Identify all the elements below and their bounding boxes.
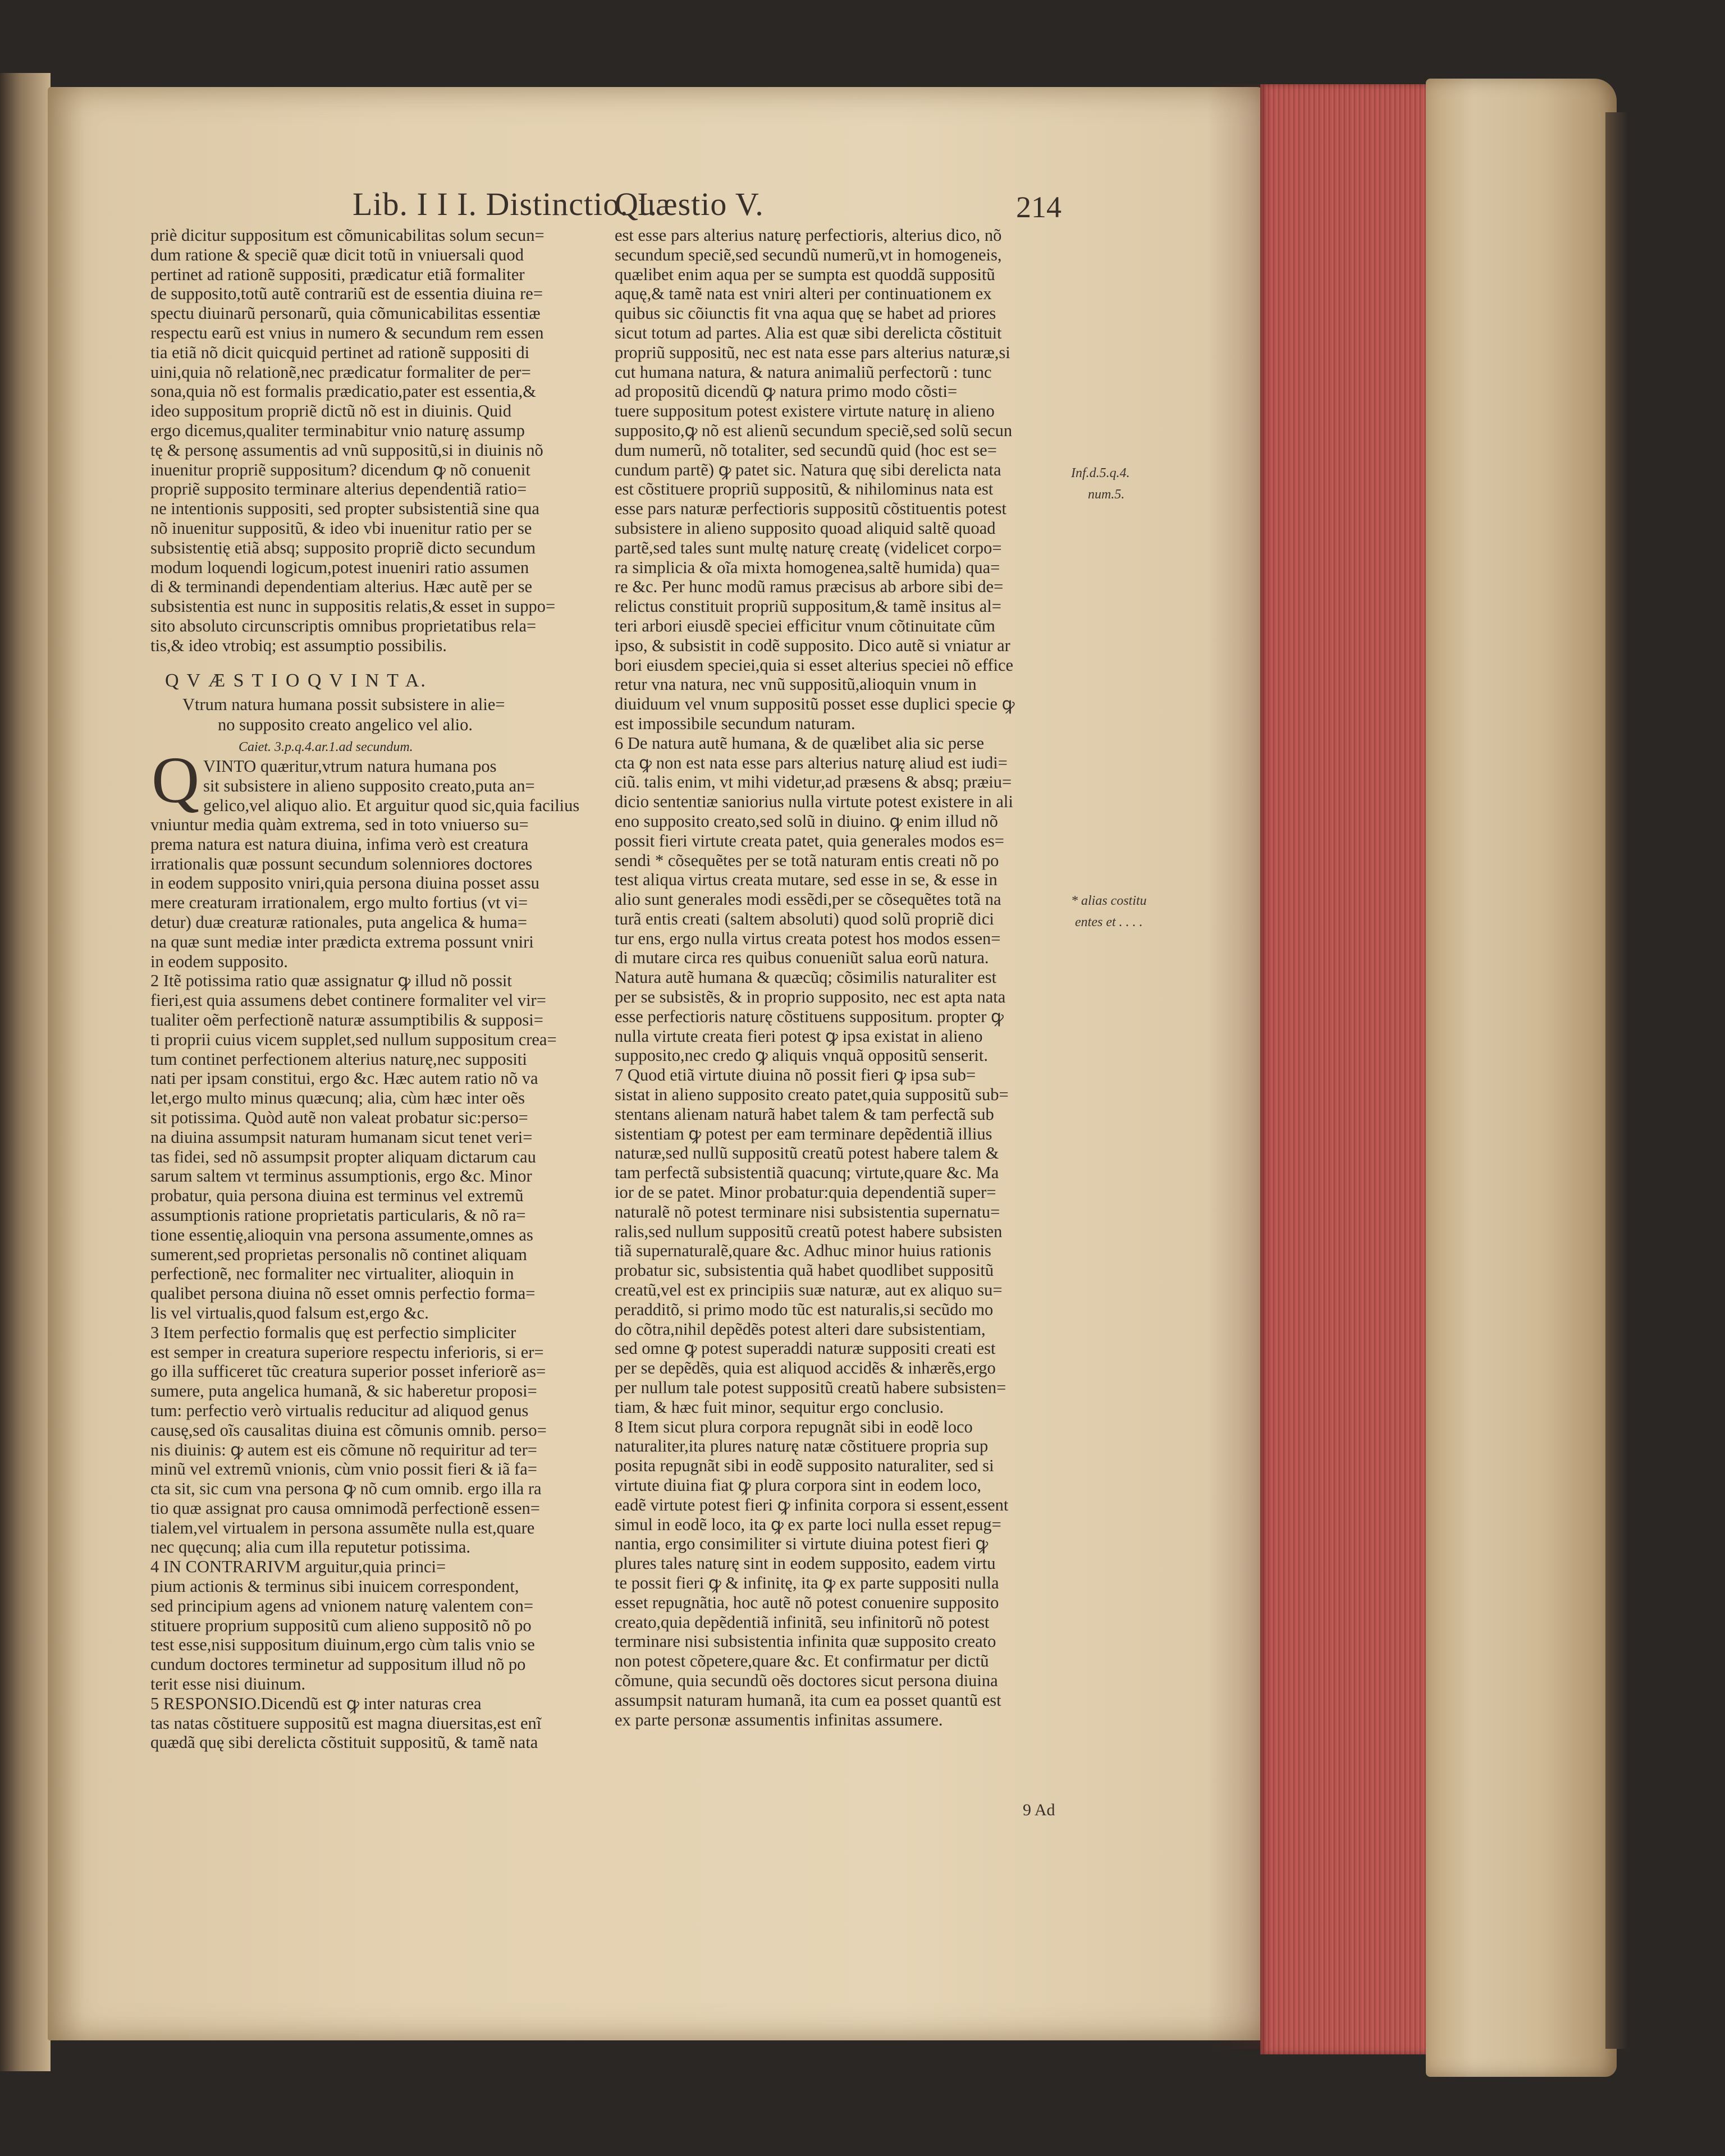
text-line: dum numerũ, nõ totaliter, sed secundũ quid (hoc est se= xyxy=(615,440,997,460)
text-line: tione essentię,alioquin vna persona assumente,omnes as xyxy=(150,1225,533,1244)
text-line: est impossibile secundum naturam. xyxy=(615,713,855,733)
margin-note-1-line-2: num.5. xyxy=(1088,487,1125,502)
text-line: 4 IN CONTRARIVM arguitur,quia princi= xyxy=(150,1557,446,1577)
binding-shadow xyxy=(1605,112,1628,2049)
text-line: per se subsistẽs, & in proprio supposito, nec est apta nata xyxy=(615,987,1006,1007)
text-line: probatur, quia persona diuina est terminus vel extremũ xyxy=(150,1186,524,1206)
text-line: test aliqua virtus creata mutare, sed esse in se, & esse in xyxy=(615,870,998,890)
text-line: do cõtra,nihil depẽdẽs potest alteri dare subsistentiam, xyxy=(615,1319,986,1339)
text-line: turã entis creati (saltem absoluti) quod solũ propriẽ dici xyxy=(615,909,994,928)
text-line: vniuntur media quàm extrema, sed in toto vniuerso su= xyxy=(150,815,529,834)
text-line: esse pars naturæ perfectioris suppositũ cõstituentis potest xyxy=(615,499,1006,519)
text-line: di & terminandi dependentiam alterius. Hæc autẽ per se xyxy=(150,577,533,597)
text-line: possit fieri virtute creata patet, quia generales modos es= xyxy=(615,831,1004,850)
text-line: naturalẽ nõ potest terminare nisi subsistentia supernatu= xyxy=(615,1202,1000,1221)
text-line: stituere proprium suppositũ cum alieno suppositõ nõ po xyxy=(150,1615,532,1635)
text-line: ipso, & subsistit in codẽ supposito. Dico autẽ si vniatur ar xyxy=(615,635,1010,655)
text-line: est semper in creatura superiore respectu inferioris, si er= xyxy=(150,1342,544,1362)
text-line: uini,quia nõ relationẽ,nec prædicatur formaliter de per= xyxy=(150,362,531,382)
text-line: te possit fieri ꝙ & infinitę, ita ꝙ ex parte suppositi nulla xyxy=(615,1573,999,1592)
text-line: aquę,& tamẽ nata est vniri alteri per continuationem ex xyxy=(615,284,992,304)
text-line: assumptionis ratione proprietatis particularis, & nõ ra= xyxy=(150,1205,526,1225)
text-line: subsistentię etiã absq; supposito propriẽ dicto secundum xyxy=(150,538,536,557)
text-line: tualiter oẽm perfectionẽ naturæ assumptibilis & supposi= xyxy=(150,1010,543,1029)
text-line: cõmune, quia secundũ oẽs doctores sicut persona diuina xyxy=(615,1670,998,1690)
text-line: ra simplicia & oĩa mixta homogenea,saltẽ humida) qua= xyxy=(615,557,1000,577)
text-line: sit potissima. Quòd autẽ non valeat probatur sic:perso= xyxy=(150,1107,528,1127)
text-line: supposito,ꝙ nõ est alienũ secundum speciẽ,sed solũ secun xyxy=(615,420,1013,440)
text-line: creatũ,vel est ex principiis suæ naturæ, aut ex aliquo su= xyxy=(615,1280,1003,1300)
text-line: sicut totum ad partes. Alia est quæ sibi derelicta cõstituit xyxy=(615,323,1002,342)
text-line: nantia, ergo consimiliter si virtute diuina potest fieri ꝙ xyxy=(615,1534,989,1554)
text-line: qualibet persona diuina nõ esset omnis perfectio forma= xyxy=(150,1284,536,1303)
text-line: tis,& ideo vtrobiq; est assumptio possibilis. xyxy=(150,635,447,655)
text-line: per nullum tale potest suppositũ creatũ habere subsisten= xyxy=(615,1378,1006,1398)
text-line: naturaliter,ita plures naturę natæ cõstituere propria sup xyxy=(615,1436,989,1456)
text-line: quælibet enim aqua per se sumpta est quoddã suppositũ xyxy=(615,264,995,284)
text-line: minũ vel extremũ vnionis, cùm vnio possit fieri & iã fa= xyxy=(150,1459,537,1479)
text-line: respectu earũ est vnius in numero & secundum rem essen xyxy=(150,323,544,342)
text-line: gelico,vel aliquo alio. Et arguitur quod sic,quia facilius xyxy=(203,795,580,815)
text-line: propriẽ supposito terminare alterius dependentiã ratio= xyxy=(150,479,527,499)
text-line: sendi * cõsequẽtes per se totã naturam entis creati nõ po xyxy=(615,850,999,870)
text-line: spectu diuinarũ personarũ, quia cõmunicabilitas essentiæ xyxy=(150,304,541,323)
text-line: cundum doctores terminetur ad suppositum illud nõ po xyxy=(150,1655,526,1674)
text-line: teri arbori eiusdẽ speciei efficitur vnum cõtinuitate cũm xyxy=(615,616,995,635)
text-line: terminare nisi subsistentia infinita quæ supposito creato xyxy=(615,1632,996,1651)
text-line: sarum saltem vt terminus assumptionis, ergo &c. Minor xyxy=(150,1166,532,1186)
text-line: lis vel virtualis,quod falsum est,ergo &c. xyxy=(150,1303,429,1322)
text-line: plures tales naturę sint in eodem supposito, eadem virtu xyxy=(615,1554,996,1573)
margin-note-2-line-1: * alias costitu xyxy=(1071,894,1147,908)
text-line: quædã quę sibi derelicta cõstituit suppositũ, & tamẽ nata xyxy=(150,1733,538,1752)
text-line: 2 Itẽ potissima ratio quæ assignatur ꝙ illud nõ possit xyxy=(150,971,512,991)
text-line: priè dicitur suppositum est cõmunicabilitas solum secun= xyxy=(150,226,545,245)
text-line: tas natas cõstituere suppositũ est magna diuersitas,est enĩ xyxy=(150,1713,542,1733)
text-line: sit subsistere in alieno supposito creato,puta an= xyxy=(203,776,535,795)
text-line: sed omne ꝙ potest superaddi naturæ suppositi creati est xyxy=(615,1339,996,1358)
text-line: partẽ,sed tales sunt multę naturę creatę (videlicet corpo= xyxy=(615,538,1002,557)
text-line: eno supposito creato,sed solũ in diuino. ꝙ enim illud nõ xyxy=(615,811,998,831)
text-line: 5 RESPONSIO.Dicendũ est ꝙ inter naturas crea xyxy=(150,1693,482,1713)
text-line: test esse,nisi suppositum diuinum,ergo cùm talis vnio se xyxy=(150,1635,535,1655)
text-line: eadẽ virtute potest fieri ꝙ infinita corpora si essent,essent xyxy=(615,1495,1009,1514)
vellum-binding xyxy=(1426,79,1617,2077)
text-line: di mutare circa res quibus conueniũt salua eorũ natura. xyxy=(615,948,989,968)
text-line: est esse pars alterius naturę perfectioris, alterius dico, nõ xyxy=(615,226,1002,245)
text-line: nis diuinis: ꝙ autem est eis cõmune nõ requiritur ad ter= xyxy=(150,1440,537,1459)
text-line: cut humana natura, & natura animaliũ perfectorũ : tunc xyxy=(615,362,992,382)
text-line: re &c. Per hunc modũ ramus præcisus ab arbore sibi de= xyxy=(615,577,1004,597)
text-line: pium actionis & terminus sibi inuicem correspondent, xyxy=(150,1577,519,1596)
text-line: pertinet ad rationẽ suppositi, prædicatur etiã formaliter xyxy=(150,264,525,284)
question-title-line-1: Vtrum natura humana possit subsistere in alie= xyxy=(182,695,505,714)
text-line: tiam, & hæc fuit minor, sequitur ergo conclusio. xyxy=(615,1397,944,1417)
text-line: sona,quia nõ est formalis prædicatio,pater est essentia,& xyxy=(150,382,536,401)
text-line: go illa sufficeret tũc creatura superior posset inferiorẽ as= xyxy=(150,1362,546,1381)
text-line: assumpsit naturam humanã, ita cum ea posset quantũ est xyxy=(615,1690,1001,1710)
text-line: supposito,nec credo ꝙ aliquis vnquã oppositũ senserit. xyxy=(615,1046,988,1065)
text-line: ti proprii cuius vicem supplet,sed nullum suppositum crea= xyxy=(150,1029,557,1049)
text-line: tur ens, ergo nulla virtus creata potest hos modos essen= xyxy=(615,928,1001,948)
text-line: alio sunt generales modi essẽdi,per se cõsequẽtes totã na xyxy=(615,890,1001,909)
text-line: tuere suppositum potest existere virtute naturę in alieno xyxy=(615,401,995,421)
text-line: probatur sic, subsistentia quã habet quodlibet suppositũ xyxy=(615,1261,994,1280)
margin-note-1-line-1: Inf.d.5.q.4. xyxy=(1071,466,1130,480)
text-line: propriũ suppositũ, nec est nata esse pars alterius naturæ,si xyxy=(615,342,1010,362)
right-column xyxy=(615,226,1075,1729)
text-line: est cõstituere propriũ suppositũ, & nihilominus nata est xyxy=(615,479,994,499)
text-line: prema natura est natura diuina, infima verò est creatura xyxy=(150,834,529,854)
text-line: sistentiam ꝙ potest per eam terminare depẽdentiã illius xyxy=(615,1124,992,1143)
text-line: 3 Item perfectio formalis quę est perfectio simpliciter xyxy=(150,1322,516,1342)
text-line: let,ergo multo minus quæcunq; alia, cùm hæc inter oẽs xyxy=(150,1088,525,1108)
left-column-upper xyxy=(150,226,600,656)
text-line: perfectionẽ, nec formaliter nec virtualiter, alioquin in xyxy=(150,1264,514,1284)
text-line: tam perfectã subsistentiã quacunq; virtute,quare &c. Ma xyxy=(615,1163,999,1183)
text-line: terit esse nisi diuinum. xyxy=(150,1674,306,1694)
catchword: 9 Ad xyxy=(1023,1801,1055,1819)
text-line: ior de se patet. Minor probatur:quia dependentiã super= xyxy=(615,1183,996,1202)
running-head-left: Lib. I I I. Distinctio. I. xyxy=(353,186,658,222)
text-line: sed principium agens ad vnionem naturę valentem con= xyxy=(150,1596,534,1615)
text-line: ideo suppositum propriẽ dictũ nõ est in diuinis. Quid xyxy=(150,401,512,421)
text-line: esse perfectioris naturę cõstituens suppositum. propter ꝙ xyxy=(615,1006,1004,1026)
text-line: detur) duæ creaturæ rationales, puta angelica & huma= xyxy=(150,912,528,932)
text-line: causę,sed oĩs causalitas diuina est cõmunis omnib. perso= xyxy=(150,1420,547,1440)
text-line: ad propositũ dicendũ ꝙ natura primo modo cõsti= xyxy=(615,382,958,401)
text-line: VINTO quæritur,vtrum natura humana pos xyxy=(203,757,497,776)
text-line: quibus sic cõiunctis fit vna aqua quę se habet ad priores xyxy=(615,304,996,323)
text-line: virtute diuina fiat ꝙ plura corpora sint in eodem loco, xyxy=(615,1476,982,1495)
question-title-line-2: no supposito creato angelico vel alio. xyxy=(218,715,473,734)
text-line: sito absoluto circunscriptis omnibus proprietatibus rela= xyxy=(150,616,537,635)
text-line: esset repugnãtia, hoc autẽ nõ potest conuenire supposito xyxy=(615,1592,999,1612)
text-line: sumerent,sed proprietas personalis nõ continet aliquam xyxy=(150,1244,527,1264)
text-line: tum: perfectio verò virtualis reducitur ad aliquod genus xyxy=(150,1400,529,1420)
text-line: fieri,est quia assumens debet continere formaliter vel vir= xyxy=(150,991,546,1010)
text-line: Natura autẽ humana & quæcũq; cõsimilis naturaliter est xyxy=(615,968,997,987)
text-line: na diuina assumpsit naturam humanam sicut tenet veri= xyxy=(150,1127,533,1147)
text-line: in eodem supposito vniri,quia persona diuina posset assu xyxy=(150,873,539,893)
text-line: tę & personę assumentis ad vnũ suppositũ,si in diuinis nõ xyxy=(150,440,543,460)
folio-number: 214 xyxy=(1016,190,1061,224)
text-line: ne intentionis suppositi, sed propter subsistentiã sine qua xyxy=(150,499,539,519)
facing-page-edge xyxy=(0,73,51,2071)
text-line: posita repugnãt sibi in eodẽ supposito naturaliter, sed si xyxy=(615,1456,994,1476)
text-line: cta sit, sic cum vna persona ꝙ nõ cum omnib. ergo illa ra xyxy=(150,1479,542,1499)
text-line: dicio sententiæ saniorius nulla virtute potest existere in ali xyxy=(615,792,1013,812)
citation: Caiet. 3.p.q.4.ar.1.ad secundum. xyxy=(239,740,413,754)
text-line: mere creaturam irrationalem, ergo multo fortius (vt vi= xyxy=(150,893,528,913)
text-line: ciũ. talis enim, vt mihi videtur,ad præsens & absq; præiu= xyxy=(615,772,1012,792)
text-line: retur vna natura, nec vnũ suppositũ,alioquin vnum in xyxy=(615,675,977,694)
text-line: ergo dicemus,qualiter terminabitur vnio naturę assump xyxy=(150,420,525,440)
text-line: non potest cõpetere,quare &c. Et confirmatur per dictũ xyxy=(615,1651,989,1671)
text-line: tialem,vel virtualem in persona assumẽte nulla est,quare xyxy=(150,1518,535,1537)
text-line: ralis,sed nullum suppositũ creatũ potest habere subsisten xyxy=(615,1221,1003,1241)
drop-cap-lines xyxy=(203,757,596,815)
text-line: cundum partẽ) ꝙ patet sic. Natura quę sibi derelicta nata xyxy=(615,460,1001,479)
text-line: per se depẽdẽs, quia est aliquod accidẽs & inhærẽs,ergo xyxy=(615,1358,996,1378)
text-line: sumere, puta angelica humanã, & sic haberetur proposi= xyxy=(150,1381,537,1401)
left-column-lower xyxy=(150,815,600,1752)
text-line: bori eiusdem speciei,quia si esset alterius speciei nõ effice xyxy=(615,655,1014,675)
text-line: simul in eodẽ loco, ita ꝙ ex parte loci nulla esset repug= xyxy=(615,1514,1001,1534)
text-line: creato,quia depẽdentiã infinitã, seu infinitorũ nõ potest xyxy=(615,1612,990,1632)
text-line: secundum speciẽ,sed secundũ numerũ,vt in homogeneis, xyxy=(615,245,1002,264)
text-line: na quæ sunt mediæ inter prædicta extrema possunt vniri xyxy=(150,932,534,951)
text-line: cta ꝙ non est nata esse pars alterius naturę aliud est iudi= xyxy=(615,753,1008,772)
text-line: 7 Quod etiã virtute diuina nõ possit fieri ꝙ ipsa sub= xyxy=(615,1065,976,1085)
text-line: nati per ipsam constitui, ergo &c. Hæc autem ratio nõ va xyxy=(150,1069,538,1088)
text-line: diuiduum vel vnum suppositũ posset esse duplici specie ꝙ xyxy=(615,694,1015,714)
question-heading: Q V Æ S T I O Q V I N T A. xyxy=(165,670,427,691)
text-line: stentans alienam naturã habet talem & tam perfectã sub xyxy=(615,1104,994,1124)
drop-cap-q: Q xyxy=(152,743,200,817)
text-line: 6 De natura autẽ humana, & de quælibet alia sic perse xyxy=(615,733,985,753)
text-line: modum loquendi logicum,potest inueniri ratio assumen xyxy=(150,557,529,577)
text-line: subsistentia est nunc in suppositis relatis,& esset in suppo= xyxy=(150,597,556,616)
margin-note-2-line-2: entes et . . . . xyxy=(1075,915,1143,930)
text-line: peradditõ, si primo modo tũc est naturalis,si secũdo mo xyxy=(615,1299,994,1319)
text-line: nõ inuenitur suppositũ, & ideo vbi inuenitur ratio per se xyxy=(150,518,532,538)
text-line: nec quęcunq; alia cum illa reputetur potissima. xyxy=(150,1537,470,1557)
text-line: subsistere in alieno supposito quoad aliquid saltẽ quoad xyxy=(615,518,996,538)
text-line: in eodem supposito. xyxy=(150,951,288,971)
text-line: tia etiã nõ dicit quicquid pertinet ad rationẽ suppositi di xyxy=(150,342,530,362)
text-line: inuenitur propriẽ suppositum? dicendum ꝙ nõ conuenit xyxy=(150,460,530,479)
text-line: ex parte personæ assumentis infinitas assumere. xyxy=(615,1710,943,1729)
text-line: sistat in alieno supposito creato patet,quia suppositũ sub= xyxy=(615,1085,1009,1105)
text-line: nulla virtute creata fieri potest ꝙ ipsa existat in alieno xyxy=(615,1026,983,1046)
text-line: tas fidei, sed nõ assumpsit propter aliquam dictarum cau xyxy=(150,1147,536,1166)
text-line: tum continet perfectionem alterius naturę,nec suppositi xyxy=(150,1049,527,1069)
red-page-edges xyxy=(1260,84,1429,2054)
text-line: naturæ,sed nullũ suppositũ creatũ potest habere talem & xyxy=(615,1143,999,1163)
text-line: relictus constituit propriũ suppositum,& tamẽ insitus al= xyxy=(615,597,1001,616)
text-line: 8 Item sicut plura corpora repugnãt sibi in eodẽ loco xyxy=(615,1417,973,1436)
text-line: tiã supernaturalẽ,quare &c. Adhuc minor huius rationis xyxy=(615,1241,991,1261)
text-line: tio quæ assignat pro causa omnimodã perfectionẽ essen= xyxy=(150,1498,540,1518)
text-line: dum ratione & speciẽ quæ dicit totũ in vniuersali quod xyxy=(150,245,524,264)
text-line: irrationalis quæ possunt secundum solenniores doctores xyxy=(150,854,533,873)
text-line: de supposito,totũ autẽ contrariũ est de essentia diuina re= xyxy=(150,284,543,304)
running-head-right: Quæstio V. xyxy=(615,186,764,222)
